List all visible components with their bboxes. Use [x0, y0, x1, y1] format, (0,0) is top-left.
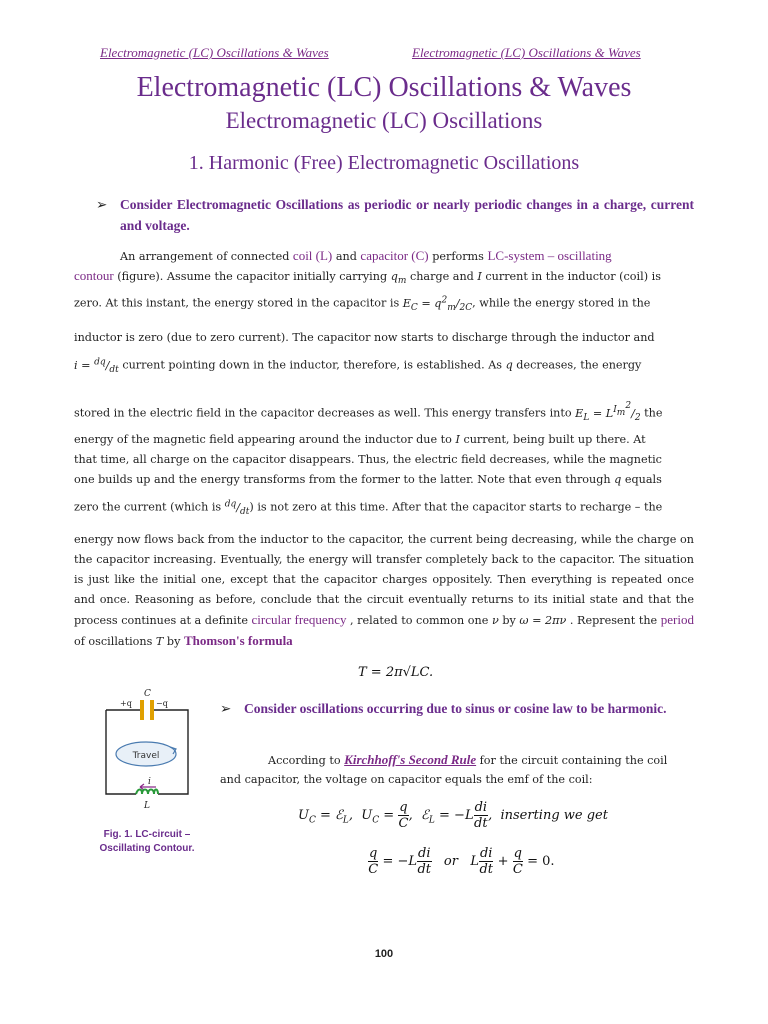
figure-label-travel: Travel — [132, 751, 160, 761]
figure-label-c: C — [144, 689, 151, 699]
term-kirchhoff-rule: Kirchhoff's Second Rule — [344, 752, 477, 767]
term-period: period — [660, 612, 694, 627]
term-lc-system: LC-system – oscillating — [487, 248, 612, 263]
para2-line-1: According to Kirchhoff's Second Rule for the circuit containing the coil — [268, 752, 668, 767]
para-line-9: one builds up and the energy transforms from the former to the latter. Note that even through q equals — [74, 473, 662, 486]
term-contour: contour — [74, 268, 114, 283]
para-line-2: contour (figure). Assume the capacitor initially carrying $q_m$ charge and I current in the inductor (coil) is — [74, 268, 661, 287]
figure-label-l: L — [144, 801, 150, 811]
para-line-3: zero. At this instant, the energy stored in the capacitor is $E_C = q^2_m/_{2C}$, while the energy stored in the — [74, 295, 651, 313]
para-line-6: stored in the electric field in the capacitor decreases as well. This energy transfers into $E_L = L^{Im2}/_2$ the — [74, 401, 663, 423]
para-line-8: that time, all charge on the capacitor disappears. Thus, the electric field decreases, while the magnetic — [74, 453, 662, 466]
figure-label-plus: +q — [120, 699, 132, 708]
section-heading: 1. Harmonic (Free) Electromagnetic Oscillations — [188, 152, 580, 174]
term-circular-frequency: circular frequency — [251, 612, 347, 627]
term-thomson-formula: Thomson's formula — [183, 633, 293, 648]
para2-line-2: and capacitor, the voltage on capacitor equals the emf of the coil: — [220, 773, 593, 786]
bullet-harmonic — [220, 698, 694, 719]
figure-label-i: i — [148, 777, 151, 787]
arrow-bullet-icon: ➢ — [220, 701, 232, 716]
term-capacitor: capacitor (C) — [360, 248, 429, 263]
formula-thomson: T = 2π√LC. — [358, 665, 434, 680]
running-header-right: Electromagnetic (LC) Oscillations & Waves — [412, 45, 641, 60]
figure-caption: Fig. 1. LC-circuit – Oscillating Contour. — [99, 829, 195, 854]
formula-differential: $\frac{q}{C}$ = −L $\frac{di}{dt}$ or L $\frac{di}{dt}$ + $\frac{q}{C}$ = 0. — [368, 846, 555, 877]
para-line-4: inductor is zero (due to zero current). The capacitor now starts to discharge through the inductor and — [74, 331, 655, 344]
figure-label-minus: −q — [156, 699, 168, 708]
subtitle: Electromagnetic (LC) Oscillations — [225, 108, 543, 133]
term-coil: coil (L) — [292, 248, 333, 263]
page-number: 100 — [374, 948, 394, 960]
para-line-7: energy of the magnetic field appearing around the inductor due to I current, being built up there. At — [74, 433, 646, 446]
main-title: Electromagnetic (LC) Oscillations & Waves — [136, 72, 632, 103]
para-line-10: zero the current (which is $^{dq}/_{dt}$) is not zero at this time. After that the capacitor starts to recharge – the — [74, 499, 663, 517]
formula-voltage-emf: $U_C$ = ℰ$_L$, $U_C$ = $\frac{q}{C}$ , ℰ$_L$ = −L $\frac{di}{dt}$ , inserting we get — [298, 800, 608, 831]
bullet-definition — [96, 194, 694, 236]
arrow-bullet-icon: ➢ — [96, 197, 108, 212]
running-header-left: Electromagnetic (LC) Oscillations & Waves — [100, 45, 329, 60]
lc-circuit-figure — [92, 684, 202, 812]
para-block-11: energy now flows back from the inductor to the capacitor, the current being decreasing, while the charge on the capacitor increasing. Eventually, the energy will transfer completely back to the capacitor. The situation is just like the initial one, except that the capacitor charges oppositely. Then everything is repeated once and once. Reasoning as before, conclude that the circuit eventually returns to its initial state and that the process continues at a definite circular frequency , related to common one ν by ω = 2πν . Represent the period of oscillations T by Thomson's formula — [74, 533, 694, 648]
bullet-text: Consider oscillations occurring due to sinus or cosine law to be harmonic. — [244, 701, 667, 716]
para-line-1: An arrangement of connected coil (L) and capacitor (C) performs LC-system – oscillating — [120, 248, 612, 263]
bullet-text: Consider Electromagnetic Oscillations as periodic or nearly periodic changes in a charge, current and voltage. — [120, 197, 694, 233]
para-line-5: $i = ^{dq}/_{dt}$ current pointing down in the inductor, therefore, is established. As q decreases, the energy — [74, 357, 642, 375]
